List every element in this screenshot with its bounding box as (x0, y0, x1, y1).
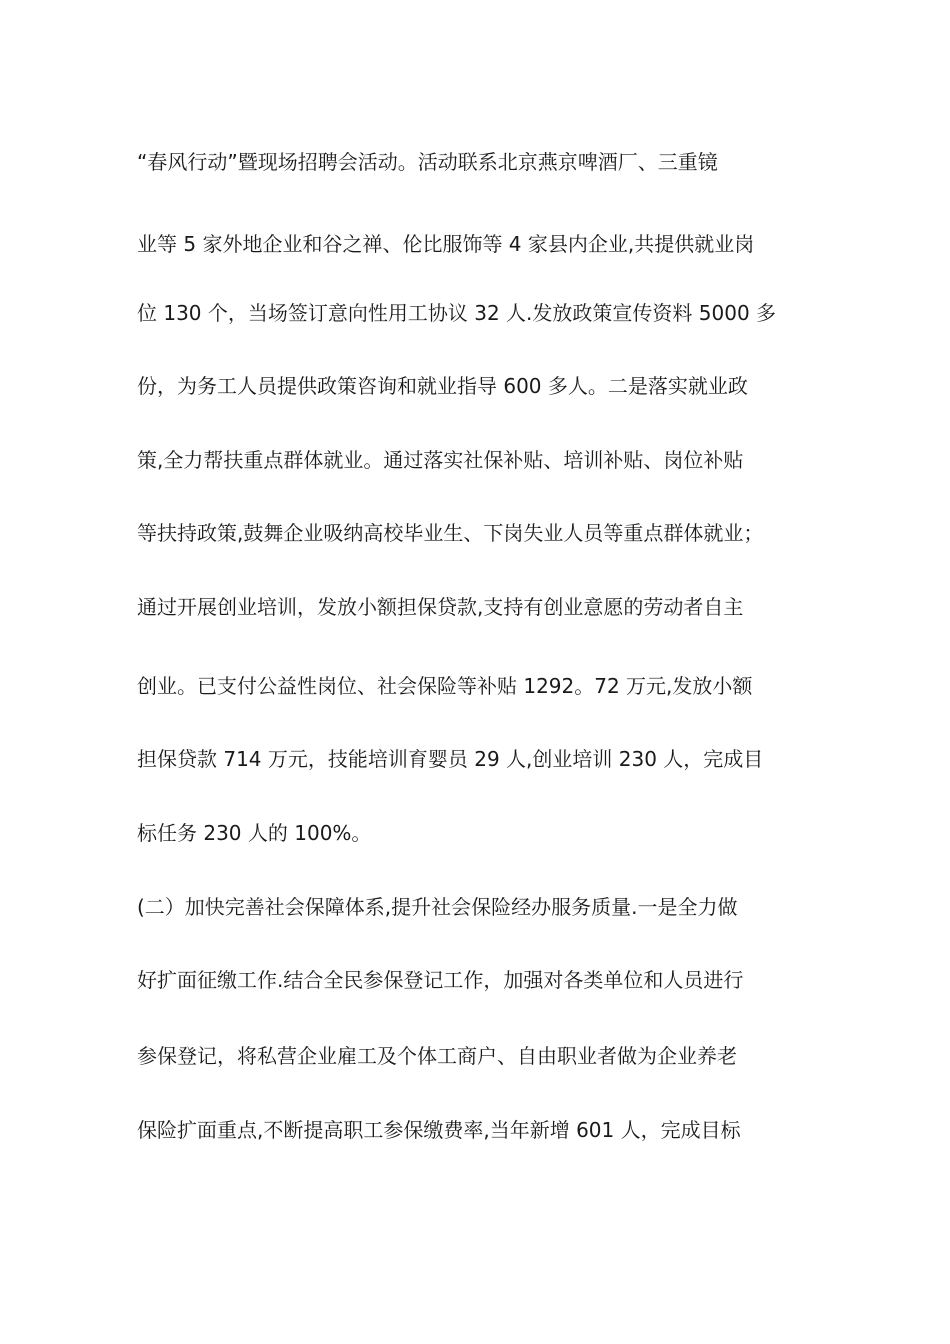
text-line: 参保登记，将私营企业雇工及个体工商户、自由职业者做为企业养老 (137, 1044, 737, 1068)
text-line: 担保贷款 714 万元，技能培训育婴员 29 人,创业培训 230 人，完成目 (137, 747, 764, 771)
text-line: 好扩面征缴工作.结合全民参保登记工作，加强对各类单位和人员进行 (137, 968, 744, 992)
text-line: 份，为务工人员提供政策咨询和就业指导 600 多人。二是落实就业政 (137, 374, 748, 398)
text-line: 通过开展创业培训，发放小额担保贷款,支持有创业意愿的劳动者自主 (137, 595, 744, 619)
text-line: 业等 5 家外地企业和谷之禅、伦比服饰等 4 家县内企业,共提供就业岗 (137, 232, 755, 256)
text-line: 等扶持政策,鼓舞企业吸纳高校毕业生、下岗失业人员等重点群体就业； (137, 521, 764, 545)
text-line: 创业。已支付公益性岗位、社会保险等补贴 1292。72 万元,发放小额 (137, 674, 753, 698)
text-line: 标任务 230 人的 100%。 (137, 821, 372, 845)
text-line: “春风行动”暨现场招聘会活动。活动联系北京燕京啤酒厂、三重镜 (137, 150, 718, 174)
text-line: 保险扩面重点,不断提高职工参保缴费率,当年新增 601 人，完成目标 (137, 1118, 741, 1142)
text-line: 位 130 个，当场签订意向性用工协议 32 人.发放政策宣传资料 5000 多 (137, 301, 777, 325)
text-line: 策,全力帮扶重点群体就业。通过落实社保补贴、培训补贴、岗位补贴 (137, 448, 744, 472)
text-line: (二）加快完善社会保障体系,提升社会保险经办服务质量.一是全力做 (137, 895, 738, 919)
